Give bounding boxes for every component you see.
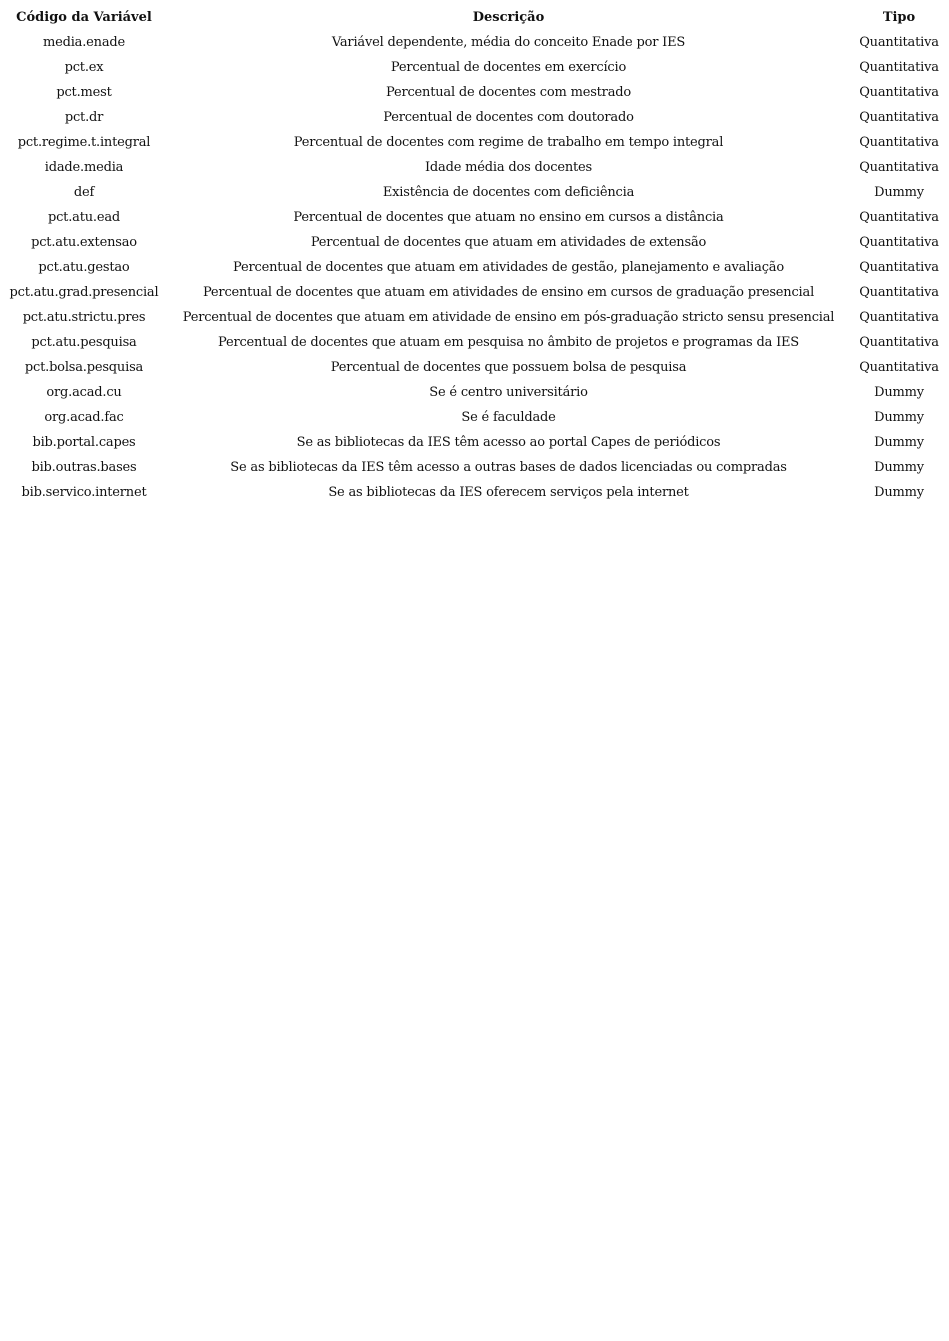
cell-variable-code: pct.dr [64,110,104,125]
cell-description: Se as bibliotecas da IES têm acesso ao portal Capes de periódicos [296,435,721,450]
cell-type: Dummy [874,460,924,475]
document-page [0,5,949,505]
cell-description: Existência de docentes com deficiência [382,185,635,200]
cell-variable-code: pct.atu.ead [47,210,120,225]
table-row [0,330,949,355]
cell-variable-code: bib.portal.capes [32,435,136,450]
cell-variable-code: pct.atu.strictu.pres [22,310,146,325]
cell-variable-code: pct.bolsa.pesquisa [24,360,144,375]
cell-type: Quantitativa [859,335,939,350]
cell-description: Percentual de docentes que atuam em atividades de ensino em cursos de graduação presencial [202,285,815,300]
cell-description: Se as bibliotecas da IES têm acesso a outras bases de dados licenciadas ou compradas [230,460,787,475]
cell-description: Se é centro universitário [429,385,588,400]
cell-type: Quantitativa [859,310,939,325]
table-row [0,430,949,455]
cell-type: Dummy [874,385,924,400]
cell-variable-code: pct.atu.pesquisa [31,335,137,350]
table-row [0,230,949,255]
cell-variable-code: bib.outras.bases [31,460,137,475]
header-type: Tipo [882,10,916,25]
cell-variable-code: pct.ex [64,60,104,75]
cell-type: Quantitativa [859,260,939,275]
cell-variable-code: pct.atu.extensao [31,235,137,250]
cell-description: Percentual de docentes que atuam no ensino em cursos a distância [293,210,724,225]
cell-description: Percentual de docentes que possuem bolsa de pesquisa [330,360,687,375]
variables-table [0,5,949,505]
table-row [0,480,949,505]
table-row [0,80,949,105]
table-row [0,280,949,305]
cell-description: Variável dependente, média do conceito Enade por IES [331,35,686,50]
header-variable-code: Código da Variável [16,10,152,25]
cell-type: Quantitativa [859,235,939,250]
cell-description: Percentual de docentes em exercício [390,60,627,75]
table-row [0,455,949,480]
cell-variable-code: org.acad.cu [46,385,122,400]
table-row [0,205,949,230]
cell-type: Dummy [874,435,924,450]
cell-variable-code: pct.regime.t.integral [17,135,151,150]
table-header-row [0,5,949,30]
table-row [0,305,949,330]
table-row [0,405,949,430]
cell-description: Idade média dos docentes [425,160,592,175]
cell-type: Quantitativa [859,35,939,50]
cell-type: Quantitativa [859,285,939,300]
table-row [0,155,949,180]
cell-type: Dummy [874,485,924,500]
cell-description: Percentual de docentes com regime de trabalho em tempo integral [293,135,724,150]
cell-type: Quantitativa [859,210,939,225]
cell-type: Quantitativa [859,160,939,175]
cell-variable-code: pct.mest [56,85,112,100]
cell-variable-code: def [73,185,95,200]
cell-variable-code: idade.media [44,160,124,175]
cell-type: Dummy [874,185,924,200]
table-row [0,130,949,155]
cell-variable-code: org.acad.fac [44,410,124,425]
cell-type: Quantitativa [859,360,939,375]
cell-description: Percentual de docentes que atuam em atividade de ensino em pós-graduação stricto sensu presencial [182,310,835,325]
cell-description: Percentual de docentes que atuam em pesquisa no âmbito de projetos e programas da IES [218,335,799,350]
cell-description: Percentual de docentes que atuam em atividades de extensão [310,235,707,250]
table-row [0,255,949,280]
table-row [0,55,949,80]
cell-type: Quantitativa [859,60,939,75]
table-row [0,380,949,405]
table-row [0,105,949,130]
table-row [0,355,949,380]
cell-description: Se é faculdade [461,410,556,425]
cell-variable-code: bib.servico.internet [21,485,147,500]
cell-type: Quantitativa [859,135,939,150]
header-description: Descrição [472,10,545,25]
cell-description: Percentual de docentes com mestrado [385,85,631,100]
cell-type: Dummy [874,410,924,425]
cell-description: Percentual de docentes que atuam em atividades de gestão, planejamento e avaliação [233,260,784,275]
cell-variable-code: pct.atu.grad.presencial [9,285,159,300]
cell-description: Se as bibliotecas da IES oferecem serviços pela internet [328,485,689,500]
cell-variable-code: media.enade [42,35,125,50]
cell-variable-code: pct.atu.gestao [38,260,130,275]
table-body [0,30,949,505]
cell-type: Quantitativa [859,110,939,125]
cell-description: Percentual de docentes com doutorado [383,110,634,125]
table-row [0,180,949,205]
table-row [0,30,949,55]
cell-type: Quantitativa [859,85,939,100]
